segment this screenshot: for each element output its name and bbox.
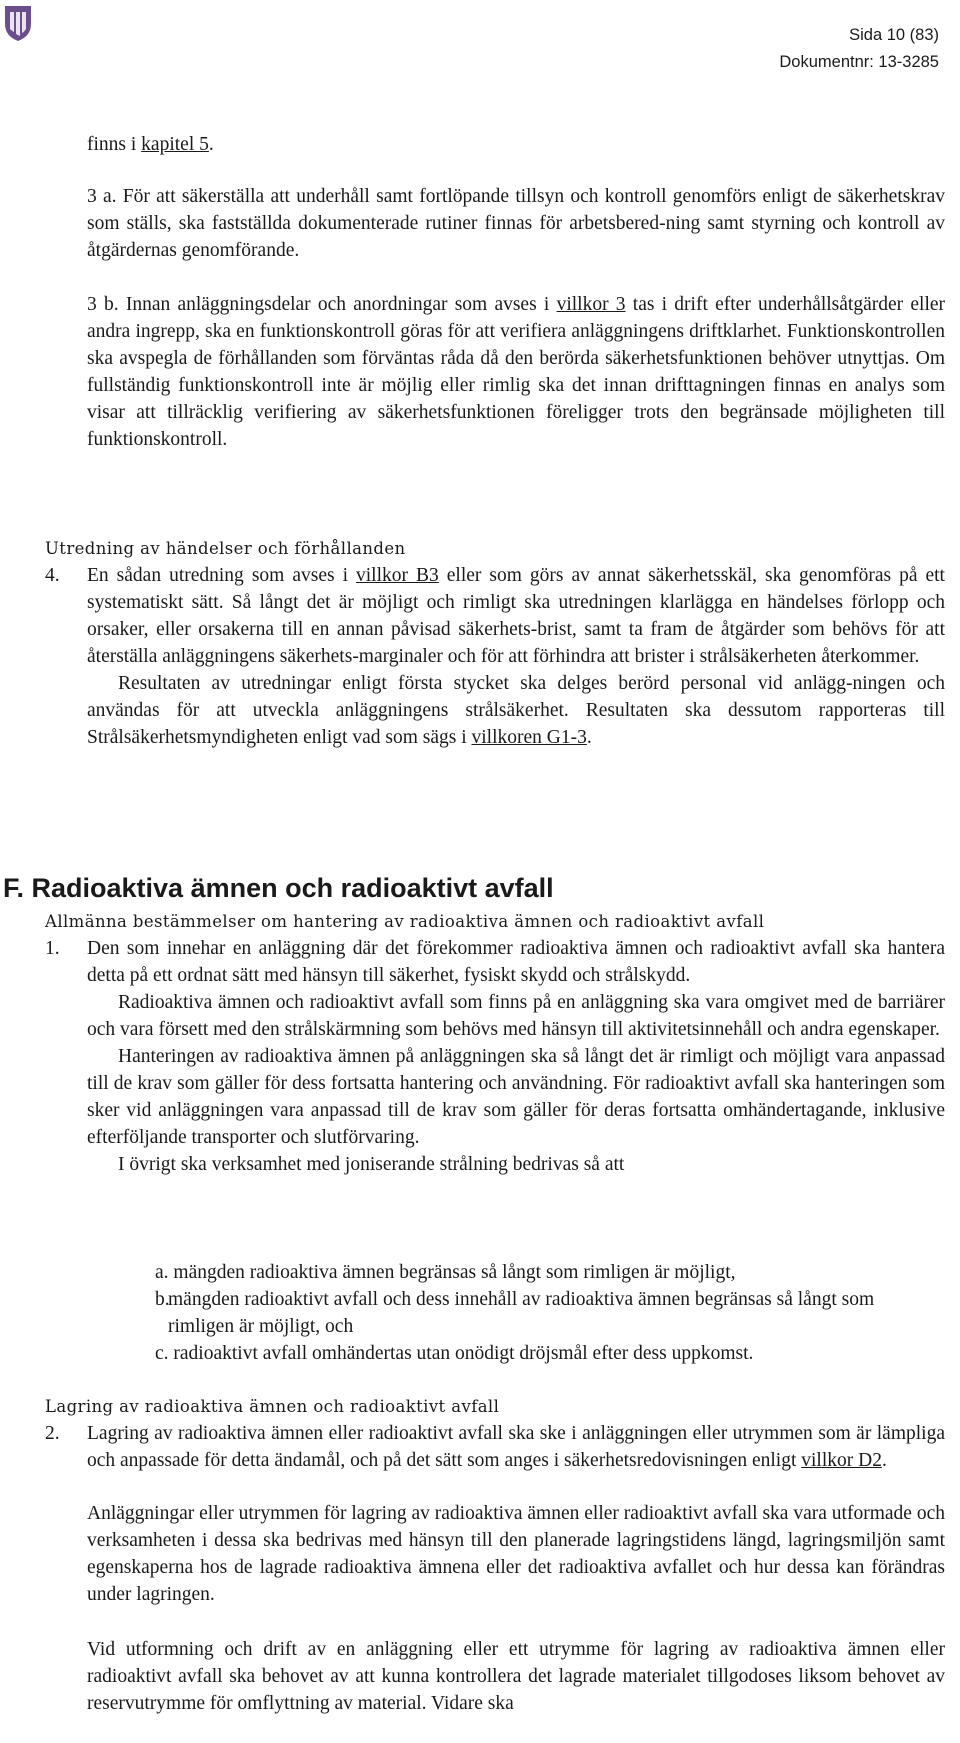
section-f-title: F. Radioaktiva ämnen och radioaktivt avfall — [3, 873, 554, 903]
item-number-2: 2. — [45, 1423, 60, 1444]
document-number: Dokumentnr: 13-3285 — [779, 53, 939, 71]
chapter-5-link[interactable]: kapitel 5 — [141, 134, 209, 155]
villkor-3-link[interactable]: villkor 3 — [556, 294, 626, 315]
subheading-lagring: Lagring av radioaktiva ämnen och radioaktivt avfall — [45, 1397, 500, 1416]
page-header — [779, 22, 939, 76]
section-4-body: En sådan utredning som avses i villkor B3 eller som görs av annat säkerhetsskäl, ska genomföras på ett systematiskt sätt. Så långt det är möjligt och rimligt ska utredningen klarlägga en händelses förlopp och orsaker, eller orsakerna till en annan påvisad säkerhets-brist, samt ta fram de åtgärder som behövs för att återställa anläggningens säkerhets-marginaler och för att förhindra att brister i strålsäkerheten återkommer. Resultaten av utredningar enligt första stycket ska delges berörd personal vid anlägg-ningen och användas för att utveckla anläggningens strålsäkerhet. Resultaten ska dessutom rapporteras till Strålsäkerhetsmyndigheten enligt vad som sägs i villkoren G1-3. — [87, 565, 945, 748]
paragraph-3a: 3 a. För att säkerställa att underhåll samt fortlöpande tillsyn och kontroll genomförs enligt de säkerhetskrav som ställs, ska fastställda dokumenterade rutiner finnas för arbetsbered-ning samt styrning och kontroll av åtgärdernas genomförande. — [87, 186, 945, 261]
villkor-d2-link[interactable]: villkor D2 — [801, 1450, 882, 1471]
list-item: a. mängden radioaktiva ämnen begränsas så långt som rimligen är möjligt, — [155, 1262, 736, 1283]
continuation-paragraph: finns i kapitel 5. — [87, 134, 214, 155]
lagring-paragraph-2: Anläggningar eller utrymmen för lagring av radioaktiva ämnen eller radioaktivt avfall ska vara utformade och verksamheten i dessa ska bedrivas med hänsyn till den planerade lagringstidens längd, lagringsmiljön samt egenskaperna hos de lagrade radioaktiva ämnena eller det radioaktiva avfallet och hur dessa kan förändras under lagringen. — [87, 1503, 945, 1605]
subheading-utredning: Utredning av händelser och förhållanden — [45, 539, 406, 558]
list-item: b. mängden radioaktivt avfall och dess innehåll av radioaktiva ämnen begränsas så långt som rimligen är möjligt, och — [155, 1289, 875, 1337]
list-item: c. radioaktivt avfall omhändertas utan onödigt dröjsmål efter dess uppkomst. — [155, 1343, 754, 1364]
subheading-allmanna: Allmänna bestämmelser om hantering av radioaktiva ämnen och radioaktivt avfall — [45, 912, 765, 931]
section-f1-body: Den som innehar en anläggning där det förekommer radioaktiva ämnen och radioaktivt avfall ska hantera detta på ett ordnat sätt med hänsyn till säkerhet, fysiskt skydd och strålskydd. Radioaktiva ämnen och radioaktivt avfall som finns på en anläggning ska vara omgivet med de barriärer och vara försett med den strålskärmning som behövs med hänsyn till aktivitetsinnehåll och andra egenskaper. Hanteringen av radioaktiva ämnen på anläggningen ska så långt det är rimligt och möjligt vara anpassad till de krav som gäller för dess fortsatta hantering och användning. För radioaktivt avfall ska hanteringen som sker vid anläggningen vara anpassad till de krav som gäller för deras fortsatta omhändertagande, inklusive efterföljande transporter och slutförvaring. I övrigt ska verksamhet med joniserande strålning bedrivas så att — [87, 938, 945, 1175]
page-number: Sida 10 (83) — [849, 26, 939, 44]
section-f2-body: Lagring av radioaktiva ämnen eller radioaktivt avfall ska ske i anläggningen eller utrymmen som är lämpliga och anpassade för detta ändamål, och på det sätt som anges i säkerhetsredovisningen enligt villkor D2. — [87, 1423, 945, 1471]
lagring-paragraph-3: Vid utformning och drift av en anläggning eller ett utrymme för lagring av radioaktiva ämnen eller radioaktivt avfall ska behovet av att kunna kontrollera det lagrade materialet tillgodoses liksom behovet av reservutrymme för omflyttning av material. Vidare ska — [87, 1639, 945, 1714]
paragraph-3b: 3 b. Innan anläggningsdelar och anordningar som avses i villkor 3 tas i drift efter underhållsåtgärder eller andra ingrepp, ska en funktionskontroll göras för att verifiera anläggningens driftklarhet. Funktionskontrollen ska avspegla de förhållanden som förväntas råda då den berörda säkerhetsfunktionen behöver utnyttjas. Om fullständig funktionskontroll inte är möjlig eller rimlig ska det innan drifttagningen finnas en analys som visar att tillräcklig verifiering av säkerhetsfunktionen föreligger trots den begränsade möjligheten till funktionskontroll. — [87, 294, 946, 450]
item-number-1: 1. — [45, 938, 60, 959]
agency-logo-icon — [4, 4, 32, 42]
item-number-4: 4. — [45, 565, 60, 586]
villkoren-g1-3-link[interactable]: villkoren G1-3 — [471, 727, 587, 748]
villkor-b3-link[interactable]: villkor B3 — [356, 565, 439, 586]
